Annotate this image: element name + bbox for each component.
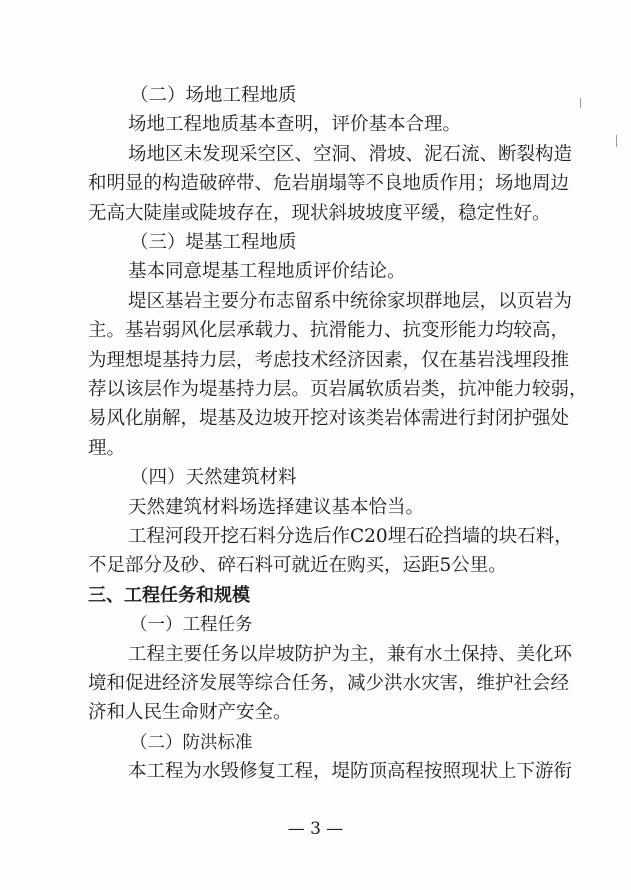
- paragraph-line: 堤区基岩主要分布志留系中统徐家坝群地层，以页岩为: [128, 290, 573, 312]
- paragraph-line: 荐以该层作为堤基持力层。页岩属软质岩类，抗冲能力较弱，: [88, 379, 588, 400]
- paragraph-line: 本工程为水毁修复工程，堤防顶高程按照现状上下游衔: [128, 761, 573, 783]
- paragraph-line: 易风化崩解，堤基及边坡开挖对该类岩体需进行封闭护强处: [88, 408, 570, 430]
- section-heading-site-geology: （二）场地工程地质: [130, 85, 297, 106]
- paragraph-line: 天然建筑材料场选择建议基本恰当。: [128, 496, 425, 518]
- chapter-heading-tasks-scale: 三、工程任务和规模: [88, 584, 250, 606]
- paragraph-line: 和明显的构造破碎带、危岩崩塌等不良地质作用；场地周边: [88, 173, 570, 195]
- section-heading-embankment-geology: （三）堤基工程地质: [130, 232, 297, 253]
- paragraph-line: 工程河段开挖石料分选后作C20埋石砼挡墙的块石料，: [128, 526, 573, 547]
- scan-mark: [616, 135, 617, 147]
- section-heading-project-tasks: （一）工程任务: [130, 615, 253, 636]
- section-heading-flood-standard: （二）防洪标准: [130, 732, 253, 753]
- scan-mark: [580, 98, 581, 108]
- paragraph-line: 无高大陡崖或陡坡存在，现状斜坡坡度平缓，稳定性好。: [88, 202, 551, 224]
- paragraph-line: 基本同意堤基工程地质评价结论。: [128, 261, 406, 283]
- paragraph-line: 为理想堤基持力层，考虑技术经济因素，仅在基岩浅埋段推: [88, 349, 570, 371]
- paragraph-line: 主。基岩弱风化层承载力、抗滑能力、抗变形能力均较高，: [88, 320, 570, 342]
- paragraph-line: 境和促进经济发展等综合任务，减少洪水灾害，维护社会经: [88, 673, 570, 694]
- paragraph-line: 场地区未发现采空区、空洞、滑坡、泥石流、断裂构造: [128, 143, 573, 165]
- paragraph-line: 理。: [88, 437, 126, 459]
- page-number: — 3 —: [287, 819, 344, 839]
- paragraph-line: 济和人民生命财产安全。: [88, 702, 292, 724]
- paragraph-line: 场地工程地质基本查明，评价基本合理。: [128, 114, 462, 136]
- paragraph-line: 工程主要任务以岸坡防护为主，兼有水土保持、美化环: [128, 643, 573, 665]
- paragraph-line: 不足部分及砂、碎石料可就近在购买，运距5公里。: [88, 555, 507, 577]
- section-heading-natural-materials: （四）天然建筑材料: [130, 467, 297, 489]
